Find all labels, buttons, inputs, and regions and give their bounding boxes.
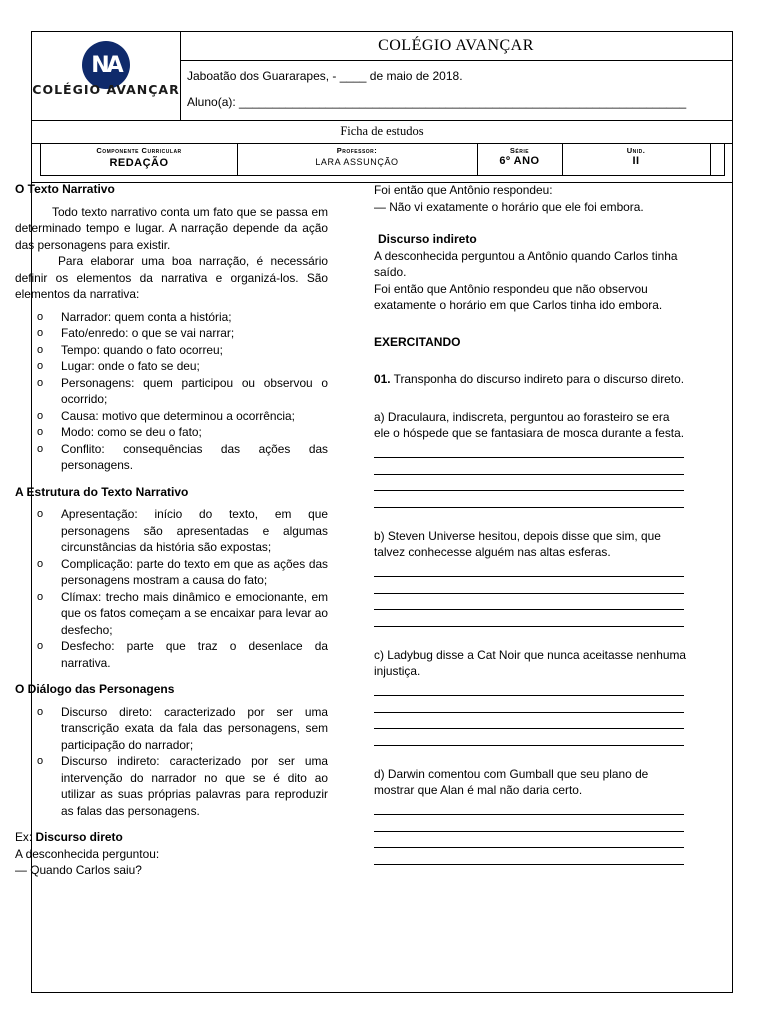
answer-line[interactable] — [374, 680, 684, 697]
question-prompt — [374, 371, 686, 388]
unid-cell — [562, 143, 711, 175]
answer-line[interactable] — [374, 561, 684, 578]
answer-line[interactable] — [374, 442, 684, 459]
list-item: o Causa: motivo que determinou a ocorrência; — [15, 408, 328, 425]
logo-icon: NA — [82, 41, 130, 89]
structure-list — [15, 506, 328, 671]
right-column — [374, 182, 686, 865]
answer-line[interactable] — [374, 696, 684, 713]
elements-list — [15, 309, 328, 474]
item-d: d) Darwin comentou com Gumball que seu plano de mostrar que Alan é mal não daria certo. — [374, 766, 649, 797]
serie-value: 6º ANO — [499, 155, 540, 167]
list-item: o Narrador: quem conta a história; — [15, 309, 328, 326]
example-line-1: A desconhecida perguntou: — [15, 846, 160, 861]
example-title: Discurso direto — [35, 830, 123, 844]
list-item: o Complicação: parte do texto em que as ações das personagens mostram a causa do fato; — [15, 556, 328, 589]
item-b: b) Steven Universe hesitou, depois disse que sim, que talvez conhecesse alguém nas altas esferas. — [374, 528, 661, 559]
direct-example-line-1: Foi então que Antônio respondeu: — [374, 183, 553, 197]
item-c: c) Ladybug disse a Cat Noir que nunca aceitasse nenhuma injustiça. — [374, 647, 686, 678]
list-item: o Desfecho: parte que traz o desenlace da narrativa. — [15, 638, 328, 671]
answer-line[interactable] — [374, 610, 684, 627]
list-item: o Discurso indireto: caracterizado por ser uma intervenção do narrador no que se é dito ao utilizar as suas próprias palavras para reproduzir as falas das personagens. — [15, 753, 328, 819]
serie-label: Série — [509, 146, 530, 155]
answer-line[interactable] — [374, 475, 684, 492]
professor-label: Professor: — [336, 146, 378, 155]
exercise-heading: EXERCITANDO — [374, 334, 461, 349]
list-item: o Discurso direto: caracterizado por ser uma transcrição exata da fala das personagens, sem participação do narrador; — [15, 704, 328, 754]
logo-area — [32, 32, 181, 120]
example-prefix: Ex: — [15, 830, 36, 844]
ficha-title: Ficha de estudos — [32, 120, 732, 144]
section-title-narrative-text: O Texto Narrativo — [15, 182, 115, 196]
paragraph-2: Para elaborar uma boa narração, é necessário definir os elementos da narrativa e organizá-los. São elementos da narrativa: — [15, 254, 328, 301]
list-item: o Fato/enredo: o que se vai narrar; — [15, 325, 328, 342]
item-a: a) Draculaura, indiscreta, perguntou ao forasteiro se era ele o hóspede que se fantasiara de mosca durante a festa. — [374, 409, 685, 440]
answer-line[interactable] — [374, 594, 684, 611]
list-item: o Tempo: quando o fato ocorreu; — [15, 342, 328, 359]
school-title: COLÉGIO AVANÇAR — [180, 32, 732, 61]
question-text: Transponha do discurso indireto para o discurso direto. — [390, 372, 684, 386]
student-name-line: Aluno(a): ___________________________________________________________________ — [187, 95, 687, 109]
professor-value: LARA ASSUNÇÃO — [315, 157, 399, 167]
componente-value: REDAÇÃO — [109, 157, 169, 169]
example-line-2: — Quando Carlos saiu? — [15, 863, 142, 877]
answer-line[interactable] — [374, 848, 684, 865]
answer-line[interactable] — [374, 729, 684, 746]
left-column — [15, 181, 328, 879]
componente-label: Componente Curricular — [96, 146, 182, 155]
indirect-line-1: A desconhecida perguntou a Antônio quando Carlos tinha saído. — [374, 248, 678, 279]
section-title-dialogue: O Diálogo das Personagens — [15, 682, 175, 696]
answer-line[interactable] — [374, 458, 684, 475]
paragraph-1: Todo texto narrativo conta um fato que se passa em determinado tempo e lugar. A narração depende da ação das personagens para existir. — [15, 204, 328, 252]
section-title-structure: A Estrutura do Texto Narrativo — [15, 484, 189, 499]
unid-label: Unid. — [626, 146, 646, 155]
serie-cell — [477, 143, 563, 175]
list-item: o Lugar: onde o fato se deu; — [15, 358, 328, 375]
list-item: o Modo: como se deu o fato; — [15, 424, 328, 441]
list-item: o Clímax: trecho mais dinâmico e emocionante, em que os fatos começam a se encaixar para levar ao desfecho; — [15, 589, 328, 639]
question-number: 01. — [374, 372, 391, 386]
answer-line[interactable] — [374, 815, 684, 832]
componente-cell — [41, 143, 238, 175]
professor-cell — [237, 143, 478, 175]
indirect-line-2: Foi então que Antônio respondeu que não observou exatamente o horário em que Carlos tinha ido embora. — [374, 281, 663, 312]
date-line: Jaboatão dos Guararapes, - ____ de maio de 2018. — [187, 69, 463, 83]
answer-line[interactable] — [374, 577, 684, 594]
dialogue-list — [15, 704, 328, 820]
list-item: o Apresentação: início do texto, em que personagens são apresentadas e algumas circunstâncias da história são expostas; — [15, 506, 328, 556]
list-item: o Personagens: quem participou ou observou o ocorrido; — [15, 375, 328, 408]
course-info-row — [40, 143, 725, 176]
example-heading — [15, 829, 328, 846]
direct-example-line-2: — Não vi exatamente o horário que ele foi embora. — [374, 199, 644, 214]
answer-line[interactable] — [374, 491, 684, 508]
unid-value: II — [632, 155, 640, 167]
answer-line[interactable] — [374, 832, 684, 849]
answer-line[interactable] — [374, 799, 684, 816]
logo-text: COLÉGIO AVANÇAR — [32, 82, 180, 97]
answer-line[interactable] — [374, 713, 684, 730]
indirect-title: Discurso indireto — [378, 232, 477, 246]
list-item: o Conflito: consequências das ações das personagens. — [15, 441, 328, 474]
